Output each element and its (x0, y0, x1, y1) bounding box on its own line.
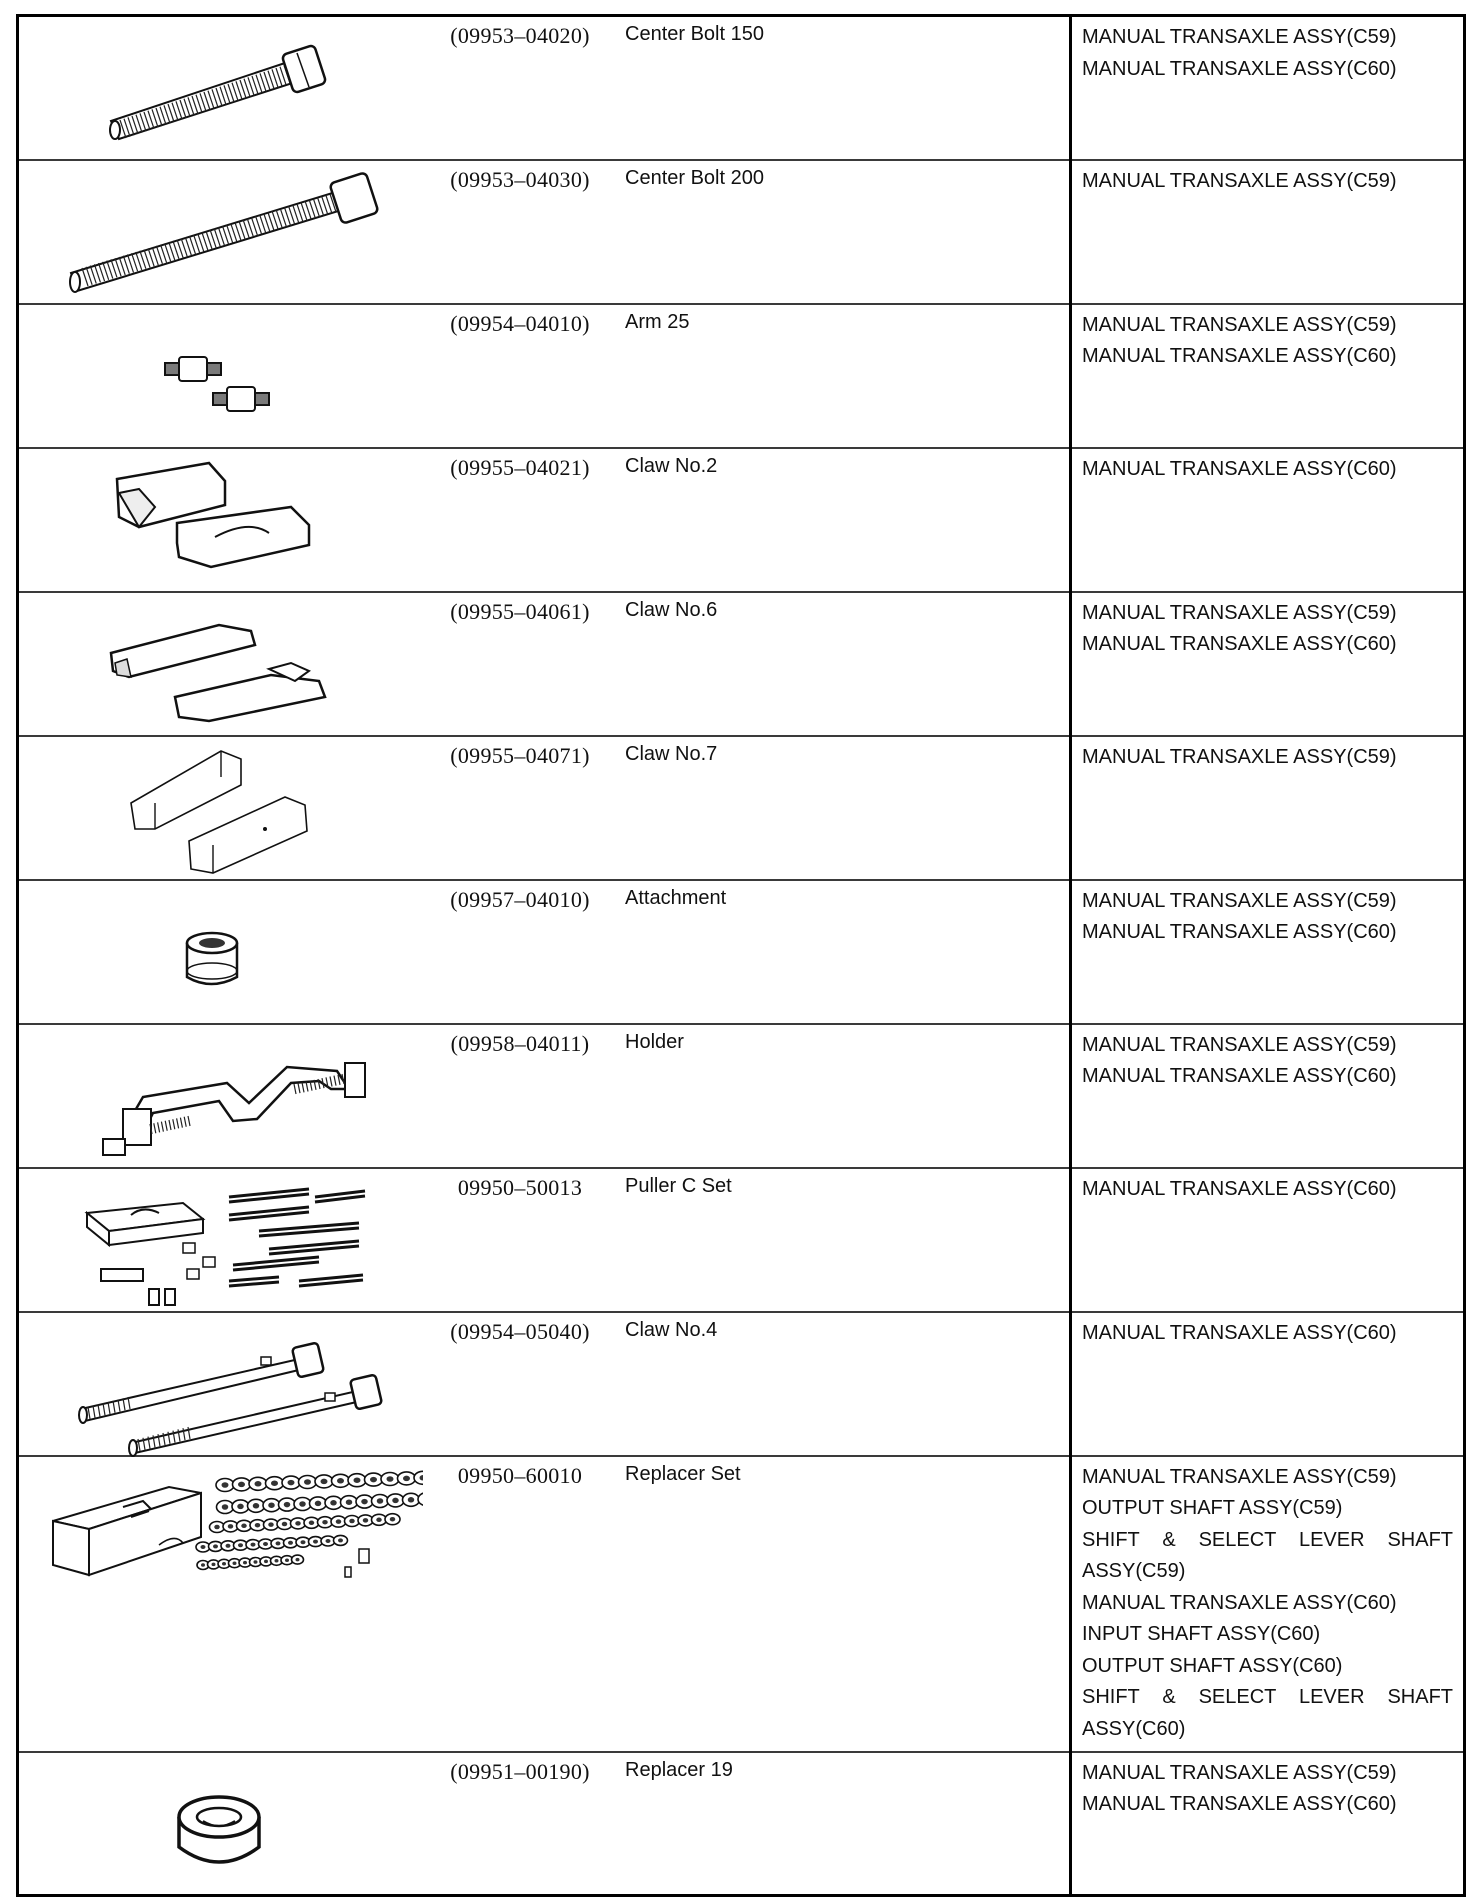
tool-illustration-cell (18, 1752, 424, 1896)
tool-name-cell (617, 880, 1071, 1024)
tool-name: Claw No.2 (625, 454, 718, 477)
tool-illustration-cell (18, 448, 424, 592)
applications-list (1072, 305, 1463, 373)
application-item: SHIFT & SELECT LEVER SHAFT ASSY(C59) (1082, 1528, 1453, 1582)
part-number-cell (423, 1312, 617, 1456)
tool-name: Claw No.6 (625, 598, 718, 621)
part-number: (09951–00190) (450, 1758, 590, 1784)
applications-list (1072, 161, 1463, 198)
part-number-cell (423, 1456, 617, 1752)
part-number: 09950–60010 (457, 1462, 583, 1488)
application-item: MANUAL TRANSAXLE ASSY(C59) (1082, 1033, 1397, 1056)
table-row (18, 304, 1465, 448)
application-item: MANUAL TRANSAXLE ASSY(C60) (1082, 345, 1397, 367)
application-item: OUTPUT SHAFT ASSY(C60) (1082, 1654, 1343, 1677)
tool-name-cell (617, 304, 1071, 448)
tool-name-cell (617, 448, 1071, 592)
applications-list (1072, 17, 1463, 85)
part-number: (09953–04020) (450, 23, 590, 48)
application-item: SHIFT & SELECT LEVER SHAFT ASSY(C60) (1082, 1686, 1453, 1740)
part-number: (09955–04061) (450, 598, 590, 624)
part-number: (09954–05040) (450, 1318, 590, 1344)
tool-name-cell (617, 1024, 1071, 1168)
part-number: (09957–04010) (450, 886, 590, 912)
part-number-cell (423, 1752, 617, 1896)
tool-illustration-cell (18, 592, 424, 736)
applications-list (1072, 593, 1463, 661)
tool-name: Replacer Set (625, 1462, 741, 1485)
center-bolt-150-icon (19, 17, 423, 159)
part-number-cell (423, 160, 617, 304)
tool-name-cell (617, 1312, 1071, 1456)
application-item: MANUAL TRANSAXLE ASSY(C59) (1082, 313, 1397, 336)
part-number-cell (423, 16, 617, 160)
claw-no2-icon (19, 449, 423, 591)
tool-name: Replacer 19 (625, 1758, 733, 1781)
tool-illustration-cell (18, 1456, 424, 1752)
applications-cell (1071, 304, 1465, 448)
application-item: MANUAL TRANSAXLE ASSY(C60) (1082, 1065, 1397, 1087)
applications-cell (1071, 592, 1465, 736)
claw-no4-icon (19, 1313, 423, 1455)
applications-cell (1071, 16, 1465, 160)
application-item: INPUT SHAFT ASSY(C60) (1082, 1623, 1321, 1645)
part-number-cell (423, 448, 617, 592)
application-item: MANUAL TRANSAXLE ASSY(C60) (1082, 1321, 1397, 1344)
applications-cell (1071, 1168, 1465, 1312)
applications-list (1072, 737, 1463, 774)
applications-cell (1071, 160, 1465, 304)
part-number-cell (423, 1168, 617, 1312)
applications-cell (1071, 448, 1465, 592)
part-number: 09950–50013 (457, 1174, 583, 1200)
tool-illustration-cell (18, 16, 424, 160)
tool-name-cell (617, 1456, 1071, 1752)
tool-illustration-cell (18, 736, 424, 880)
part-number-cell (423, 304, 617, 448)
table-row (18, 16, 1465, 160)
applications-list (1072, 1169, 1463, 1206)
tool-illustration-cell (18, 1312, 424, 1456)
part-number: (09955–04021) (450, 454, 590, 480)
application-item: MANUAL TRANSAXLE ASSY(C59) (1082, 1465, 1397, 1488)
tool-illustration-cell (18, 1168, 424, 1312)
replacer-19-icon (19, 1753, 423, 1895)
table-row (18, 1752, 1465, 1896)
tool-illustration-cell (18, 160, 424, 304)
claw-no6-icon (19, 593, 423, 735)
table-row (18, 592, 1465, 736)
part-number-cell (423, 1024, 617, 1168)
applications-cell (1071, 1024, 1465, 1168)
applications-list (1072, 1313, 1463, 1350)
tool-name: Arm 25 (625, 310, 690, 333)
arm-25-icon (19, 305, 423, 447)
applications-list (1072, 881, 1463, 949)
application-item: MANUAL TRANSAXLE ASSY(C59) (1082, 1761, 1397, 1784)
center-bolt-200-icon (19, 161, 423, 303)
application-item: MANUAL TRANSAXLE ASSY(C59) (1082, 889, 1397, 912)
tool-name-cell (617, 592, 1071, 736)
tool-name: Attachment (625, 886, 727, 909)
application-item: MANUAL TRANSAXLE ASSY(C59) (1082, 745, 1397, 768)
application-item: MANUAL TRANSAXLE ASSY(C60) (1082, 633, 1397, 655)
holder-icon (19, 1025, 423, 1167)
table-row (18, 736, 1465, 880)
applications-cell (1071, 1752, 1465, 1896)
tool-name-cell (617, 736, 1071, 880)
applications-cell (1071, 880, 1465, 1024)
table-row (18, 160, 1465, 304)
applications-cell (1071, 736, 1465, 880)
applications-list (1072, 1457, 1463, 1746)
attachment-icon (19, 881, 423, 1023)
tools-table-body (18, 16, 1465, 1896)
tool-name: Puller C Set (625, 1174, 732, 1197)
part-number-cell (423, 736, 617, 880)
application-item: MANUAL TRANSAXLE ASSY(C60) (1082, 1591, 1397, 1614)
applications-cell (1071, 1456, 1465, 1752)
table-row (18, 1168, 1465, 1312)
application-item: MANUAL TRANSAXLE ASSY(C60) (1082, 921, 1397, 943)
tool-name: Claw No.4 (625, 1318, 718, 1341)
table-row (18, 880, 1465, 1024)
part-number: (09954–04010) (450, 310, 590, 336)
tool-name: Center Bolt 200 (625, 166, 764, 189)
tool-name: Holder (625, 1030, 684, 1053)
part-number: (09955–04071) (450, 742, 590, 768)
tool-illustration-cell (18, 304, 424, 448)
part-number: (09953–04030) (450, 166, 590, 192)
application-item: MANUAL TRANSAXLE ASSY(C60) (1082, 457, 1397, 480)
special-service-tools-table (16, 14, 1466, 1897)
tool-name-cell (617, 16, 1071, 160)
tool-name-cell (617, 160, 1071, 304)
applications-cell (1071, 1312, 1465, 1456)
application-item: OUTPUT SHAFT ASSY(C59) (1082, 1497, 1343, 1519)
applications-list (1072, 449, 1463, 486)
tool-name-cell (617, 1752, 1071, 1896)
part-number-cell (423, 592, 617, 736)
tool-illustration-cell (18, 880, 424, 1024)
tool-name-cell (617, 1168, 1071, 1312)
table-row (18, 448, 1465, 592)
application-item: MANUAL TRANSAXLE ASSY(C59) (1082, 169, 1397, 192)
table-row (18, 1024, 1465, 1168)
applications-list (1072, 1025, 1463, 1093)
replacer-set-icon (19, 1457, 423, 1751)
application-item: MANUAL TRANSAXLE ASSY(C59) (1082, 26, 1397, 48)
applications-list (1072, 1753, 1463, 1821)
application-item: MANUAL TRANSAXLE ASSY(C60) (1082, 57, 1397, 80)
tool-name: Center Bolt 150 (625, 23, 764, 45)
tool-name: Claw No.7 (625, 742, 718, 765)
puller-c-set-icon (19, 1169, 423, 1311)
part-number-cell (423, 880, 617, 1024)
claw-no7-icon (19, 737, 423, 879)
table-row (18, 1456, 1465, 1752)
tool-illustration-cell (18, 1024, 424, 1168)
part-number: (09958–04011) (450, 1030, 590, 1056)
application-item: MANUAL TRANSAXLE ASSY(C60) (1082, 1177, 1397, 1200)
application-item: MANUAL TRANSAXLE ASSY(C60) (1082, 1793, 1397, 1815)
table-row (18, 1312, 1465, 1456)
application-item: MANUAL TRANSAXLE ASSY(C59) (1082, 601, 1397, 624)
